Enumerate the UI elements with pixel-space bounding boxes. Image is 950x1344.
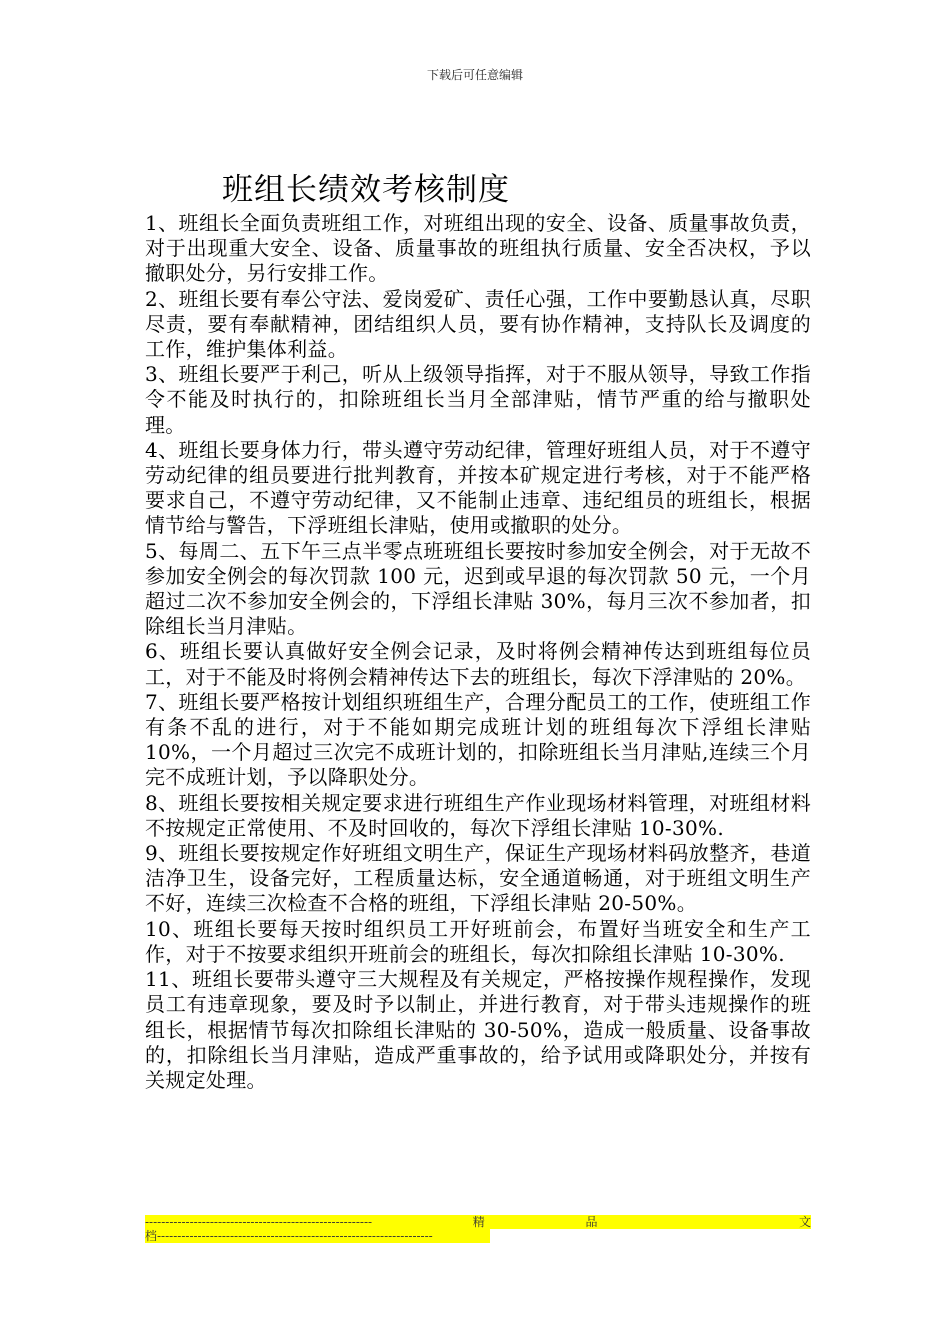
footer-watermark xyxy=(145,1215,811,1246)
clause-11: 11、班组长要带头遵守三大规程及有关规定，严格按操作规程操作，发现员工有违章现象，要及时予以制止，并进行教育，对于带头违规操作的班组长，根据情节每次扣除组长津贴的 30-50%，造成一般质量、设备事故的，扣除组长当月津贴，造成严重事故的，给予试用或降职处分，并按有关规定处理。 xyxy=(145,967,811,1092)
footer-line-2: 档-------------------------------------------------------------------- xyxy=(145,1229,490,1243)
header-note: 下载后可任意编辑 xyxy=(426,68,523,82)
footer-char-jing: 精 xyxy=(472,1215,485,1229)
clause-1: 1、班组长全面负责班组工作，对班组出现的安全、设备、质量事故负责，对于出现重大安全、设备、质量事故的班组执行质量、安全否决权，予以撤职处分，另行安排工作。 xyxy=(145,211,811,286)
clause-5: 5、每周二、五下午三点半零点班班组长要按时参加安全例会，对于无故不参加安全例会的每次罚款 100 元，迟到或早退的每次罚款 50 元，一个月超过二次不参加安全例会的，下浮组长津贴 30%，每月三次不参加者，扣除组长当月津贴。 xyxy=(145,538,811,639)
footer-dashes: -------------------------------------------------------- xyxy=(145,1215,373,1229)
clause-2: 2、班组长要有奉公守法、爱岗爱矿、责任心强，工作中要勤恳认真，尽职尽责，要有奉献精神，团结组织人员，要有协作精神，支持队长及调度的工作，维护集体利益。 xyxy=(145,286,811,362)
document-title: 班组长绩效考核制度 xyxy=(222,172,510,208)
clause-8: 8、班组长要按相关规定要求进行班组生产作业现场材料管理，对班组材料不按规定正常使用、不及时回收的，每次下浮组长津贴 10-30%. xyxy=(145,790,811,840)
footer-char-pin: 品 xyxy=(585,1215,598,1229)
clause-3: 3、班组长要严于利己，听从上级领导指挥，对于不服从领导，导致工作指令不能及时执行的，扣除班组长当月全部津贴，情节严重的给与撤职处理。 xyxy=(145,362,811,437)
clause-4: 4、班组长要身体力行，带头遵守劳动纪律，管理好班组人员，对于不遵守劳动纪律的组员要进行批判教育，并按本矿规定进行考核，对于不能严格要求自己，不遵守劳动纪律，又不能制止违章、违纪组员的班组长，根据情节给与警告，下浮班组长津贴，使用或撤职的处分。 xyxy=(145,437,811,538)
clause-list xyxy=(145,211,811,1093)
clause-9: 9、班组长要按规定作好班组文明生产，保证生产现场材料码放整齐，巷道洁净卫生，设备完好，工程质量达标，安全通道畅通，对于班组文明生产不好，连续三次检查不合格的班组，下浮组长津贴 20-50%。 xyxy=(145,841,811,916)
footer-line-1 xyxy=(145,1215,811,1229)
clause-10: 10、班组长要每天按时组织员工开好班前会，布置好当班安全和生产工作，对于不按要求组织开班前会的班组长，每次扣除组长津贴 10-30%. xyxy=(145,916,811,966)
footer-char-wen: 文 xyxy=(798,1215,811,1229)
clause-6: 6、班组长要认真做好安全例会记录，及时将例会精神传达到班组每位员工，对于不能及时将例会精神传达下去的班组长，每次下浮津贴的 20%。 xyxy=(145,639,811,689)
clause-7: 7、班组长要严格按计划组织班组生产，合理分配员工的工作，使班组工作有条不乱的进行，对于不能如期完成班计划的班组每次下浮组长津贴 10%，一个月超过三次完不成班计划的，扣除班组长当月津贴,连续三个月完不成班计划，予以降职处分。 xyxy=(145,689,811,790)
